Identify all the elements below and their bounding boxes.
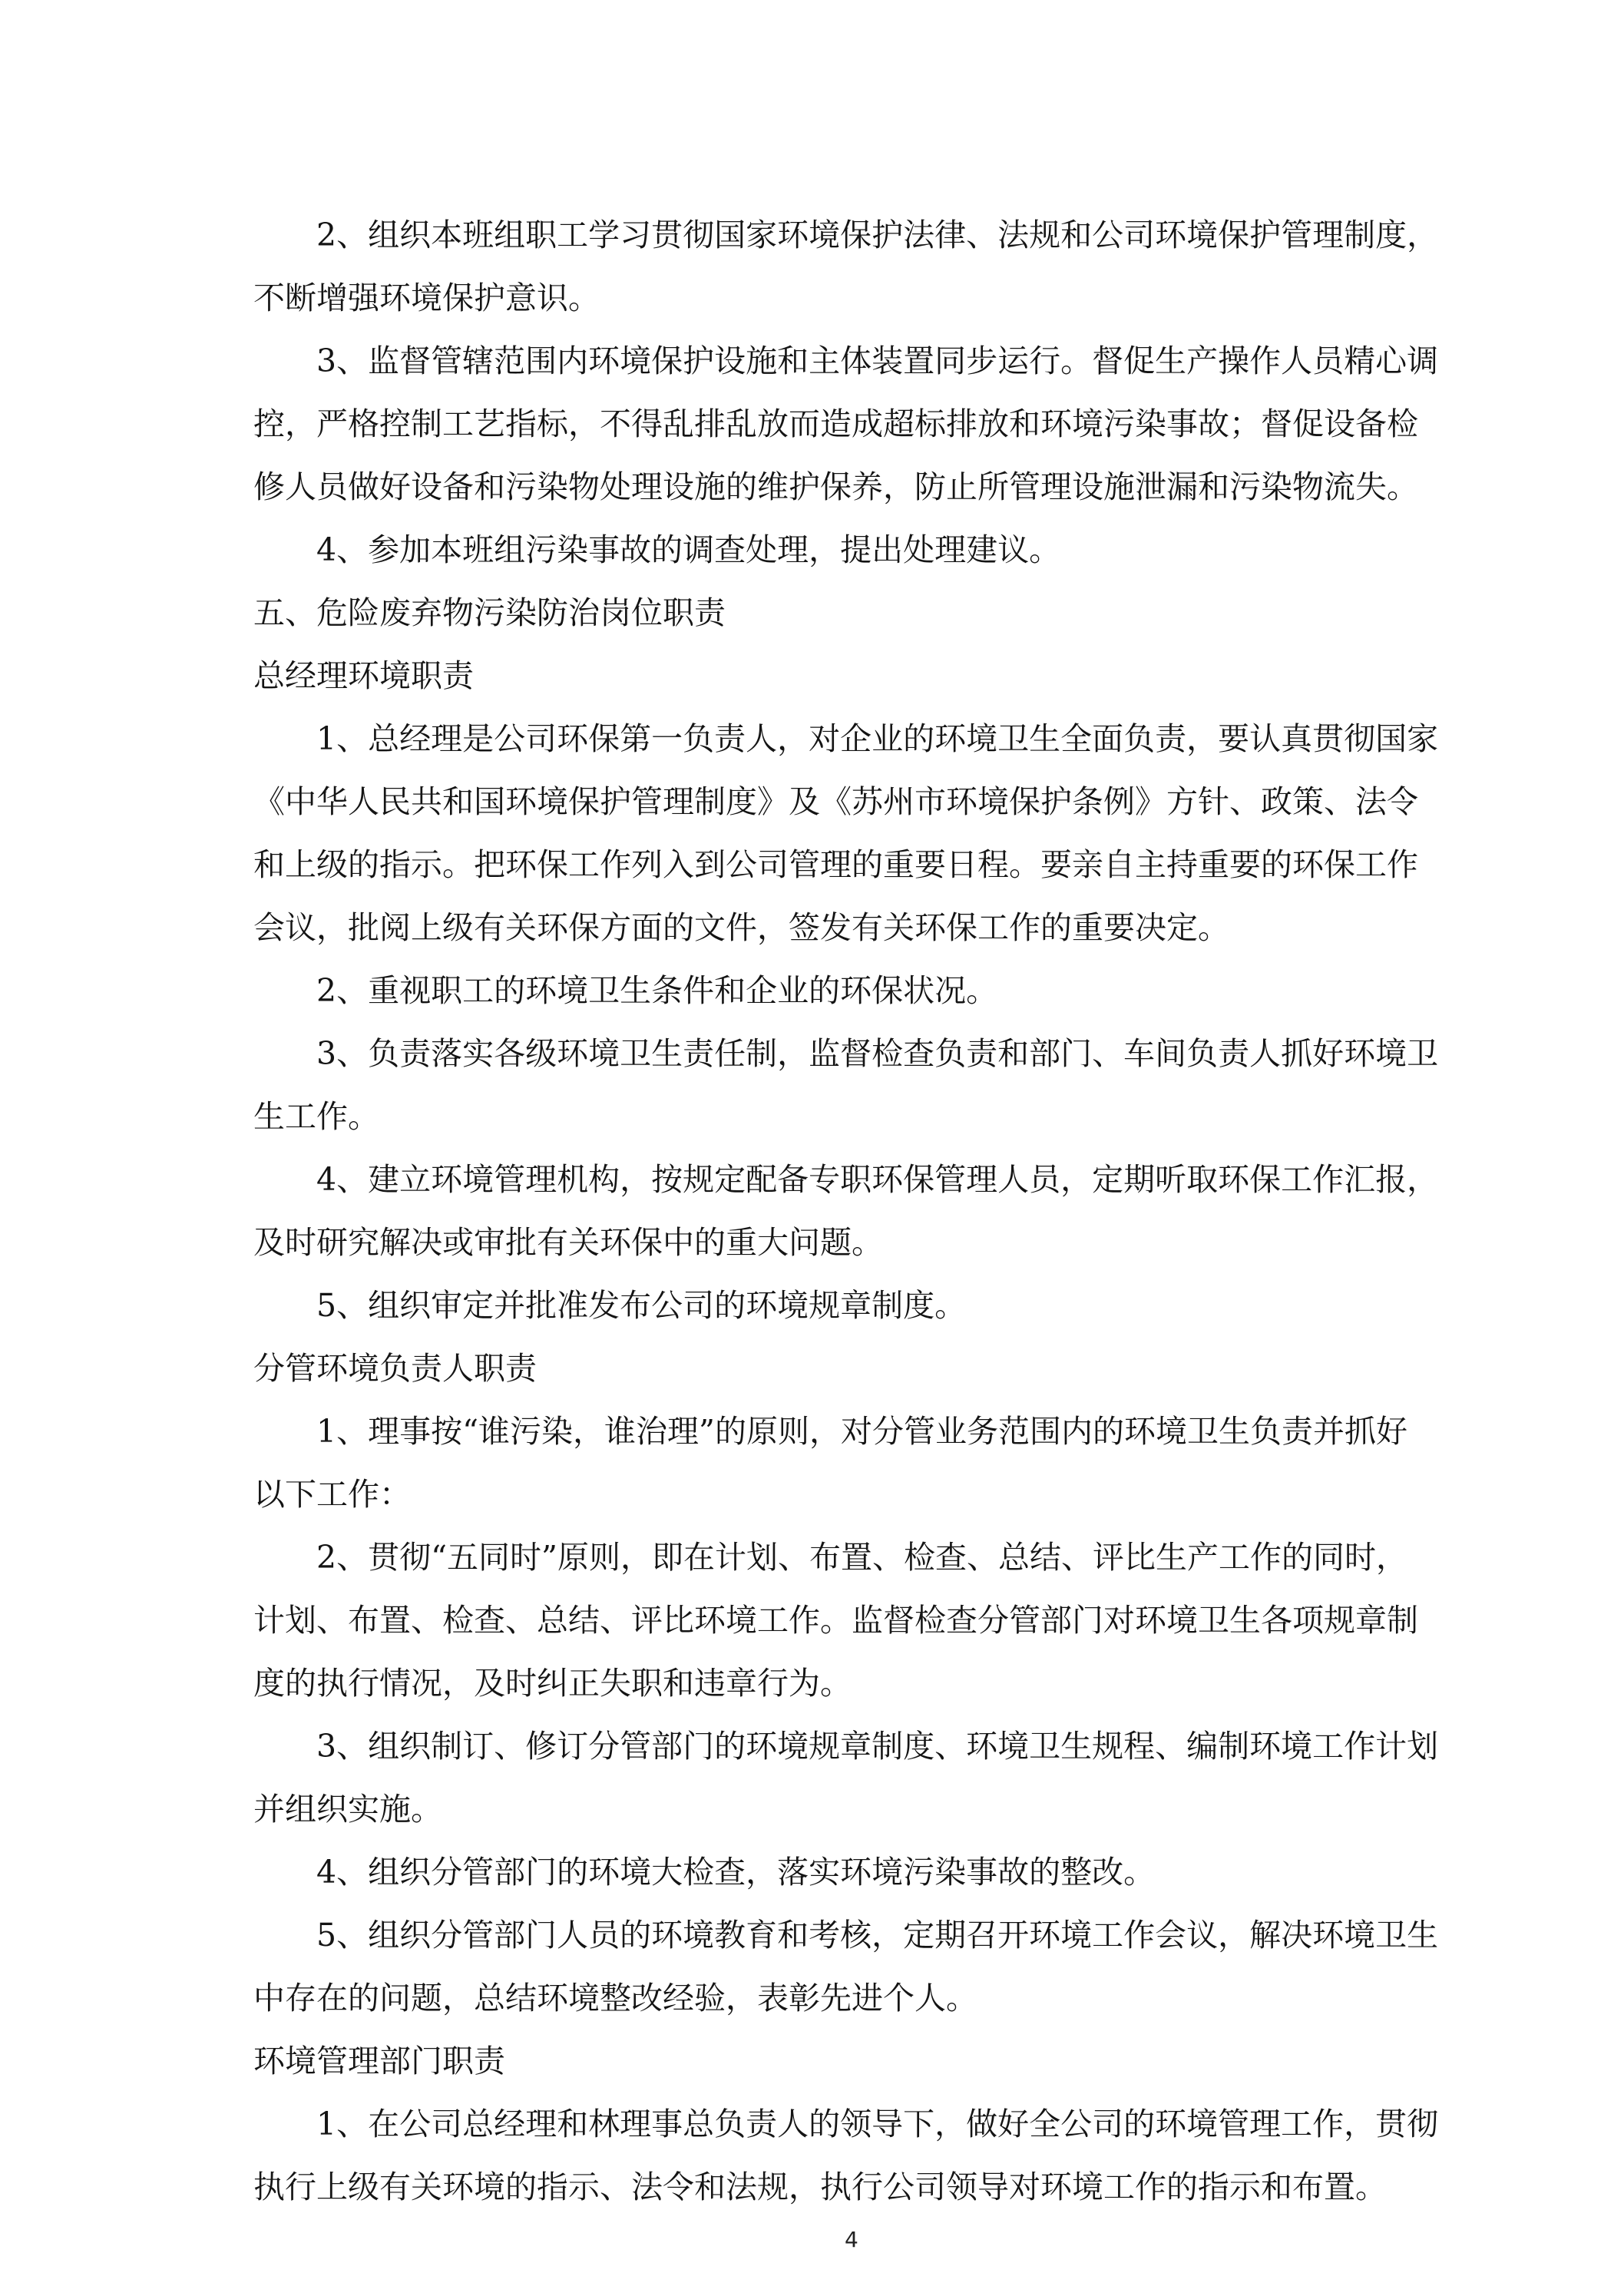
- text-line: 及时研究解决或审批有关环保中的重大问题。: [253, 1224, 883, 1261]
- text-line: 3、负责落实各级环境卫生责任制，监督检查负责和部门、车间负责人抓好环境卫: [316, 1035, 1439, 1072]
- text-line: 4、建立环境管理机构，按规定配备专职环保管理人员，定期听取环保工作汇报，: [316, 1161, 1439, 1198]
- text-line: 3、组织制订、修订分管部门的环境规章制度、环境卫生规程、编制环境工作计划: [316, 1728, 1439, 1765]
- document-body: [253, 203, 1482, 2218]
- text-line: 中存在的问题，总结环境整改经验，表彰先进个人。: [253, 1980, 977, 2016]
- section-heading: [253, 2030, 1482, 2093]
- text-line: 1、在公司总经理和林理事总负责人的领导下，做好全公司的环境管理工作，贯彻: [316, 2106, 1439, 2142]
- paragraph: [253, 2093, 1482, 2218]
- text-line: 1、理事按“谁污染，谁治理”的原则，对分管业务范围内的环境卫生负责并抓好: [316, 1413, 1408, 1450]
- paragraph: [253, 1526, 1482, 1715]
- paragraph: [253, 1148, 1482, 1274]
- text-line: 2、贯彻“五同时”原则，即在计划、布置、检查、总结、评比生产工作的同时，: [316, 1539, 1408, 1576]
- text-line: 和上级的指示。把环保工作列入到公司管理的重要日程。要亲自主持重要的环保工作: [253, 846, 1418, 883]
- text-line: 控，严格控制工艺指标，不得乱排乱放而造成超标排放和环境污染事故；督促设备检: [253, 405, 1418, 442]
- text-line: 并组织实施。: [253, 1791, 442, 1828]
- text-line: 度的执行情况，及时纠正失职和违章行为。: [253, 1665, 852, 1702]
- text-line: 总经理环境职责: [253, 657, 474, 694]
- text-line: 以下工作：: [253, 1476, 411, 1513]
- text-line: 2、组织本班组职工学习贯彻国家环境保护法律、法规和公司环境保护管理制度，: [316, 217, 1439, 253]
- text-line: 修人员做好设备和污染物处理设施的维护保养，防止所管理设施泄漏和污染物流失。: [253, 468, 1418, 505]
- paragraph: [253, 1841, 1482, 1904]
- text-line: 执行上级有关环境的指示、法令和法规，执行公司领导对环境工作的指示和布置。: [253, 2169, 1387, 2205]
- text-line: 分管环境负责人职责: [253, 1350, 537, 1387]
- text-line: 3、监督管辖范围内环境保护设施和主体装置同步运行。督促生产操作人员精心调: [316, 342, 1439, 379]
- text-line: 1、总经理是公司环保第一负责人，对企业的环境卫生全面负责，要认真贯彻国家: [316, 720, 1439, 757]
- paragraph: [253, 1400, 1482, 1526]
- text-line: 计划、布置、检查、总结、评比环境工作。监督检查分管部门对环境卫生各项规章制: [253, 1602, 1418, 1639]
- text-line: 2、重视职工的环境卫生条件和企业的环保状况。: [316, 972, 998, 1009]
- paragraph: [253, 518, 1482, 581]
- text-line: 5、组织审定并批准发布公司的环境规章制度。: [316, 1287, 967, 1324]
- paragraph: [253, 1904, 1482, 2030]
- paragraph: [253, 1274, 1482, 1337]
- text-line: 会议，批阅上级有关环保方面的文件，签发有关环保工作的重要决定。: [253, 909, 1229, 946]
- text-line: 4、参加本班组污染事故的调查处理，提出处理建议。: [316, 531, 1061, 568]
- paragraph: [253, 329, 1482, 518]
- text-line: 五、危险废弃物污染防治岗位职责: [253, 594, 726, 631]
- paragraph: [253, 1715, 1482, 1841]
- section-heading: [253, 644, 1482, 707]
- paragraph: [253, 707, 1482, 959]
- section-heading: [253, 1337, 1482, 1400]
- text-line: 环境管理部门职责: [253, 2043, 505, 2079]
- paragraph: [253, 203, 1482, 329]
- text-line: 生工作。: [253, 1098, 379, 1135]
- paragraph: [253, 1022, 1482, 1148]
- paragraph: [253, 959, 1482, 1022]
- section-heading: [253, 581, 1482, 644]
- text-line: 不断增强环境保护意识。: [253, 280, 600, 316]
- text-line: 4、组织分管部门的环境大检查，落实环境污染事故的整改。: [316, 1854, 1156, 1891]
- text-line: 《中华人民共和国环境保护管理制度》及《苏州市环境保护条例》方针、政策、法令: [253, 783, 1418, 820]
- text-line: 5、组织分管部门人员的环境教育和考核，定期召开环境工作会议，解决环境卫生: [316, 1917, 1439, 1954]
- page-number: 4: [845, 2227, 858, 2252]
